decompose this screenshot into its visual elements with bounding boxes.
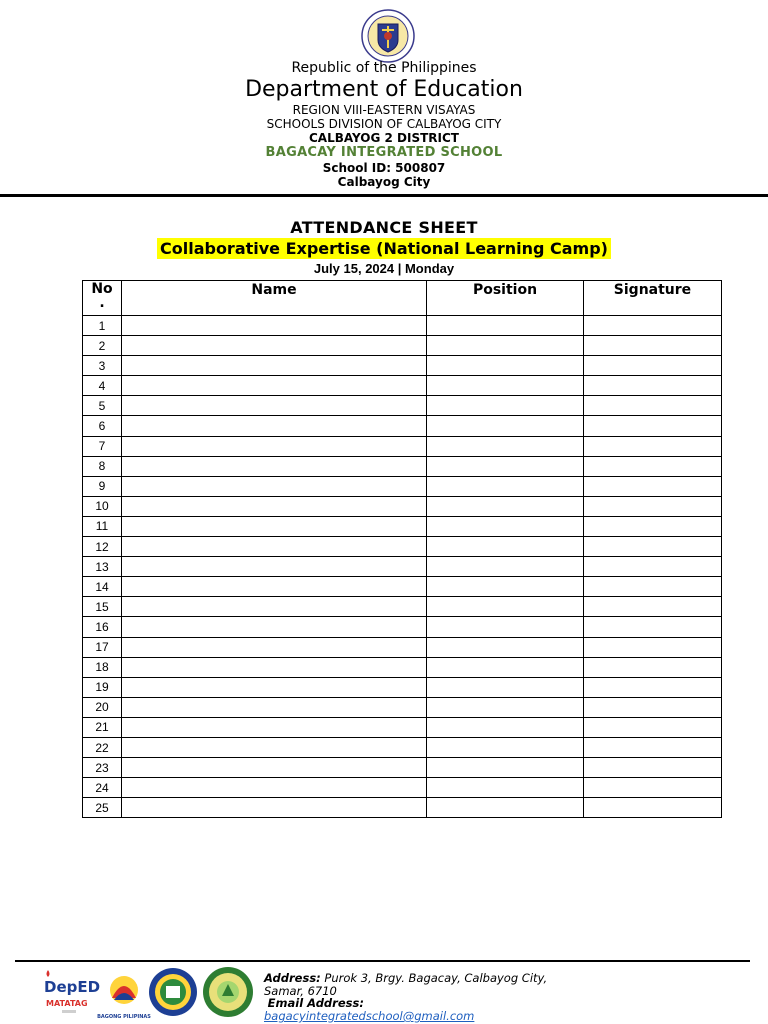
- table-row: [83, 637, 722, 657]
- signature-cell[interactable]: [584, 737, 722, 757]
- name-cell[interactable]: [122, 617, 427, 637]
- signature-cell[interactable]: [584, 657, 722, 677]
- school-name: BAGACAY INTEGRATED SCHOOL: [265, 145, 503, 160]
- attendance-rows: [83, 316, 722, 818]
- row-number: 18: [83, 657, 122, 677]
- position-cell[interactable]: [427, 396, 584, 416]
- table-row: [83, 617, 722, 637]
- name-cell[interactable]: [122, 778, 427, 798]
- signature-cell[interactable]: [584, 336, 722, 356]
- signature-cell[interactable]: [584, 436, 722, 456]
- name-cell[interactable]: [122, 577, 427, 597]
- position-cell[interactable]: [427, 537, 584, 557]
- school-seal-icon: [203, 967, 253, 1017]
- position-cell[interactable]: [427, 697, 584, 717]
- position-cell[interactable]: [427, 376, 584, 396]
- signature-cell[interactable]: [584, 697, 722, 717]
- table-header-row: [83, 281, 722, 316]
- row-number: 11: [83, 516, 122, 536]
- signature-cell[interactable]: [584, 376, 722, 396]
- table-row: [83, 376, 722, 396]
- sheet-title: ATTENDANCE SHEET: [290, 218, 478, 237]
- row-number: 22: [83, 737, 122, 757]
- table-row: [83, 476, 722, 496]
- table-row: [83, 697, 722, 717]
- signature-cell[interactable]: [584, 577, 722, 597]
- position-cell[interactable]: [427, 597, 584, 617]
- signature-cell[interactable]: [584, 416, 722, 436]
- event-title: Collaborative Expertise (National Learning Camp): [157, 238, 611, 259]
- signature-cell[interactable]: [584, 476, 722, 496]
- table-row: [83, 496, 722, 516]
- name-cell[interactable]: [122, 416, 427, 436]
- republic-heading: Republic of the Philippines: [291, 60, 477, 76]
- table-row: [83, 657, 722, 677]
- signature-cell[interactable]: [584, 396, 722, 416]
- position-cell[interactable]: [427, 316, 584, 336]
- footer-address: [264, 971, 547, 985]
- row-number: 5: [83, 396, 122, 416]
- table-row: [83, 737, 722, 757]
- name-cell[interactable]: [122, 557, 427, 577]
- district-text: CALBAYOG 2 DISTRICT: [309, 131, 459, 145]
- name-cell[interactable]: [122, 677, 427, 697]
- name-cell[interactable]: [122, 396, 427, 416]
- position-cell[interactable]: [427, 617, 584, 637]
- name-cell[interactable]: [122, 316, 427, 336]
- name-cell[interactable]: [122, 537, 427, 557]
- name-cell[interactable]: [122, 737, 427, 757]
- name-cell[interactable]: [122, 597, 427, 617]
- row-number: 2: [83, 336, 122, 356]
- city-text: Calbayog City: [337, 175, 431, 189]
- name-cell[interactable]: [122, 376, 427, 396]
- event-title-wrap: [0, 238, 768, 259]
- row-number: 17: [83, 637, 122, 657]
- footer-logos: [40, 964, 260, 1024]
- signature-cell[interactable]: [584, 496, 722, 516]
- position-cell[interactable]: [427, 677, 584, 697]
- signature-cell[interactable]: [584, 456, 722, 476]
- table-row: [83, 677, 722, 697]
- column-header-signature: Signature: [584, 281, 722, 316]
- division-text: SCHOOLS DIVISION OF CALBAYOG CITY: [266, 117, 502, 131]
- address-line2: Samar, 6710: [264, 984, 337, 998]
- table-row: [83, 316, 722, 336]
- row-number: 12: [83, 537, 122, 557]
- position-cell[interactable]: [427, 798, 584, 818]
- name-cell[interactable]: [122, 336, 427, 356]
- deped-matatag-logo-icon: [44, 970, 100, 1013]
- row-number: 23: [83, 758, 122, 778]
- name-cell[interactable]: [122, 758, 427, 778]
- row-number: 13: [83, 557, 122, 577]
- position-cell[interactable]: [427, 496, 584, 516]
- table-row: [83, 597, 722, 617]
- position-cell[interactable]: [427, 778, 584, 798]
- column-header-name: Name: [122, 281, 427, 316]
- position-cell[interactable]: [427, 516, 584, 536]
- name-cell[interactable]: [122, 496, 427, 516]
- table-row: [83, 396, 722, 416]
- row-number: 25: [83, 798, 122, 818]
- column-header-no-label: No .: [91, 281, 113, 311]
- name-cell[interactable]: [122, 476, 427, 496]
- footer-divider: [15, 960, 750, 962]
- signature-cell[interactable]: [584, 516, 722, 536]
- position-cell[interactable]: [427, 657, 584, 677]
- name-cell[interactable]: [122, 516, 427, 536]
- department-heading: Department of Education: [245, 77, 523, 102]
- row-number: 19: [83, 677, 122, 697]
- position-cell[interactable]: [427, 456, 584, 476]
- row-number: 8: [83, 456, 122, 476]
- position-cell[interactable]: [427, 577, 584, 597]
- position-cell[interactable]: [427, 557, 584, 577]
- table-row: [83, 778, 722, 798]
- row-number: 20: [83, 697, 122, 717]
- division-seal-icon: [149, 968, 197, 1016]
- row-number: 10: [83, 496, 122, 516]
- position-cell[interactable]: [427, 758, 584, 778]
- school-id: School ID: 500807: [322, 161, 446, 175]
- signature-cell[interactable]: [584, 758, 722, 778]
- signature-cell[interactable]: [584, 537, 722, 557]
- email-label-text: Email Address:: [267, 996, 364, 1010]
- signature-cell[interactable]: [584, 557, 722, 577]
- address-label: Address:: [264, 971, 321, 985]
- name-cell[interactable]: [122, 436, 427, 456]
- region-text: REGION VIII-EASTERN VISAYAS: [292, 103, 476, 117]
- row-number: 1: [83, 316, 122, 336]
- table-row: [83, 516, 722, 536]
- row-number: 24: [83, 778, 122, 798]
- table-row: [83, 758, 722, 778]
- name-cell[interactable]: [122, 456, 427, 476]
- email-label: [264, 996, 364, 1010]
- matatag-logo-text: MATATAG: [46, 999, 88, 1008]
- signature-cell[interactable]: [584, 677, 722, 697]
- bagong-pilipinas-logo-icon: [97, 976, 151, 1020]
- deped-seal-icon: [358, 8, 418, 64]
- bagong-pilipinas-text: BAGONG PILIPINAS: [97, 1014, 151, 1020]
- row-number: 16: [83, 617, 122, 637]
- table-row: [83, 336, 722, 356]
- position-cell[interactable]: [427, 436, 584, 456]
- column-header-no: [83, 281, 122, 316]
- table-row: [83, 356, 722, 376]
- position-cell[interactable]: [427, 737, 584, 757]
- row-number: 9: [83, 476, 122, 496]
- column-header-position: Position: [427, 281, 584, 316]
- table-row: [83, 557, 722, 577]
- signature-cell[interactable]: [584, 316, 722, 336]
- address-line1: Purok 3, Brgy. Bagacay, Calbayog City,: [320, 971, 548, 985]
- table-row: [83, 577, 722, 597]
- signature-cell[interactable]: [584, 637, 722, 657]
- attendance-table: [82, 280, 722, 818]
- table-row: [83, 717, 722, 737]
- deped-logo-text: DepED: [44, 978, 101, 996]
- row-number: 21: [83, 717, 122, 737]
- position-cell[interactable]: [427, 476, 584, 496]
- row-number: 14: [83, 577, 122, 597]
- table-row: [83, 456, 722, 476]
- name-cell[interactable]: [122, 798, 427, 818]
- table-row: [83, 436, 722, 456]
- position-cell[interactable]: [427, 717, 584, 737]
- email-link[interactable]: bagacyintegratedschool@gmail.com: [264, 1009, 475, 1023]
- name-cell[interactable]: [122, 697, 427, 717]
- row-number: 15: [83, 597, 122, 617]
- header-divider: [0, 194, 768, 197]
- name-cell[interactable]: [122, 657, 427, 677]
- row-number: 3: [83, 356, 122, 376]
- table-row: [83, 798, 722, 818]
- position-cell[interactable]: [427, 416, 584, 436]
- signature-cell[interactable]: [584, 717, 722, 737]
- signature-cell[interactable]: [584, 798, 722, 818]
- name-cell[interactable]: [122, 717, 427, 737]
- position-cell[interactable]: [427, 637, 584, 657]
- row-number: 6: [83, 416, 122, 436]
- signature-cell[interactable]: [584, 778, 722, 798]
- signature-cell[interactable]: [584, 617, 722, 637]
- signature-cell[interactable]: [584, 597, 722, 617]
- row-number: 7: [83, 436, 122, 456]
- position-cell[interactable]: [427, 356, 584, 376]
- name-cell[interactable]: [122, 637, 427, 657]
- table-row: [83, 416, 722, 436]
- signature-cell[interactable]: [584, 356, 722, 376]
- position-cell[interactable]: [427, 336, 584, 356]
- row-number: 4: [83, 376, 122, 396]
- event-date: July 15, 2024 | Monday: [313, 261, 455, 276]
- name-cell[interactable]: [122, 356, 427, 376]
- table-row: [83, 537, 722, 557]
